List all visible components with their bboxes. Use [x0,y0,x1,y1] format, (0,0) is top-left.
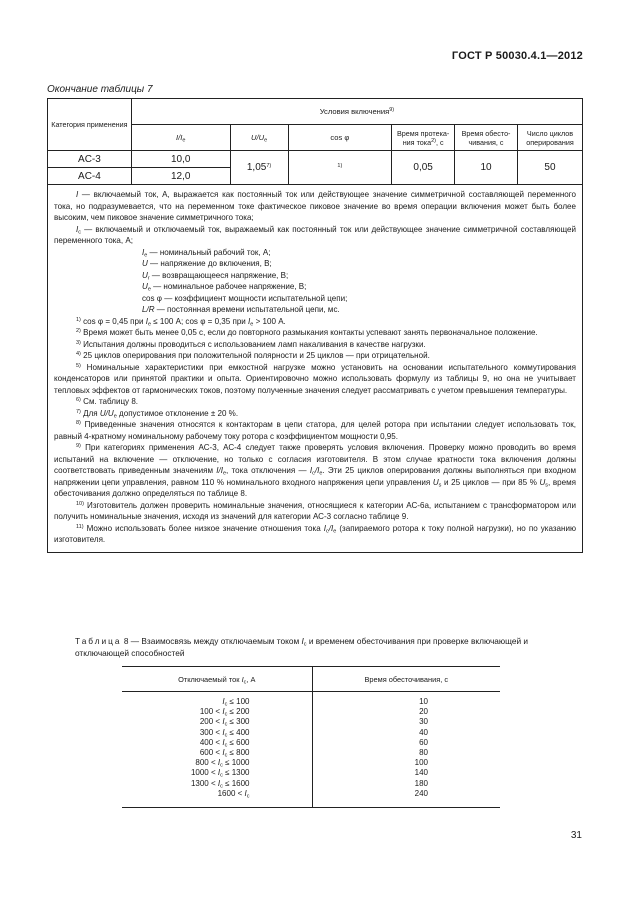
cell-current-range: $100 < I_c \le 200$ [122,707,312,717]
table-row [48,151,583,168]
footnote: $^{7)}$ Для $U/U_e$ допустимое отклонение ± 20 %. [76,408,239,419]
cell-current-range: $200 < I_c \le 300$ [122,717,312,727]
table-row [122,707,500,717]
cell-current-range: $800 < I_c \le 1000$ [122,758,312,768]
cell-dead-value: 10 [455,151,518,185]
table-row [122,738,500,748]
note-line: $I_c$ — включаемый и отключаемый ток, выражаемый как постоянный ток или действующее значение симметричной составляющей переменного тока, А; [54,224,576,245]
cell-u-value: 1,05$^{7)}$ [230,151,288,185]
table8-caption: Таблица 8 — Взаимосвязь между отключаемым током $I_c$ и временем обесточивания при проверке включающей и отключающей способностей [75,636,529,658]
cell-time-value: 0,05 [392,151,455,185]
table-row [122,728,500,738]
table-row [122,758,500,768]
cell-dead-time: 40 [419,727,428,737]
cell-cycles-value: 50 [517,151,582,185]
table-row [122,717,500,727]
cell-category: AC-3 [48,151,132,168]
col-u-ratio: $U/U_е$ [230,125,288,151]
table7-continuation-title: Окончание таблицы 7 [47,84,153,95]
footnote: $^{9)}$ При категориях применения АС-3, АС-4 следует также проверять условия включения. Проверку можно проводить во время испытаний на включение — отключение, но только с согласия изготовителя. В этом случае кратности тока включения должны соответствовать приведенным значениям $I/I_e$, тока отключения — $I_c/I_e$. Эти 25 циклов оперирования должны выполняться при входном напряжении цепи управления, равном 110 % номинального входного напряжения цепи управления $U_s$ и 25 циклов — при 85 % $U_s$, время обесточивания должно определяться по таблице 8. [54,443,577,498]
table7-notes [48,185,583,553]
note-line: I — включаемый ток, А, выражается как постоянный ток или действующее значение симметричной составляющей переменного тока, но подразумевается, что на переменном токе фактическое пиковое значение во время операции включения может быть более высоким, чем пиковое значение симметричного тока; [54,190,576,222]
table-row [122,779,500,789]
col-time: Время протека-ния тока$^{2)}$, с [392,125,455,151]
cell-dead-time: 80 [419,748,428,758]
note-line: $U_r$ — возвращающееся напряжение, В; [142,270,289,281]
table-row [122,768,500,778]
footnote: $^{3)}$ Испытания должны проводиться с использованием ламп накаливания в качестве нагрузки. [76,339,426,349]
cell-dead-time: 60 [419,737,428,747]
footnote: $^{5)}$ Номинальные характеристики при емкостной нагрузке можно установить на основании испытательного коммутирования конденсаторов или принятой практики и опыта. Ориентировочно можно использовать формулу из таблицы 9, но она не учитывает тепловых эффектов от гармонических токов, поэтому полученные значения следует рассматривать с учетом превышения температуры. [54,362,576,395]
footnote: $^{11)}$ Можно использовать более низкое значение отношения тока $I_c/I_e$ (запираемого ротора к току полной нагрузки), но по указанию изготовителя. [54,523,576,544]
footnote: $^{4)}$ 25 циклов оперирования при положительной полярности и 25 циклов — при отрицательной. [76,351,430,360]
table-row [122,748,500,758]
table-row [122,692,500,708]
cell-cos-value: 1) [288,151,392,185]
cell-dead-time: 180 [414,778,428,788]
col-i-ratio: $I/I_е$ [131,125,230,151]
cell-i: 10,0 [131,151,230,168]
footnote: $^{1)}$ cos φ = 0,45 при $I_e \le 100$ А; cos φ = 0,35 при $I_e > 100$ А. [76,316,286,327]
cell-category: AC-4 [48,168,132,185]
cell-dead-time: 140 [414,768,428,778]
cell-dead-time: 20 [419,707,428,717]
col-dead-time: Время обесто-чивания, с [455,125,518,151]
cell-current-range: $1600 < I_c$ [122,789,312,808]
cell-dead-time: 10 [419,697,428,706]
table-7 [47,98,583,553]
col-cos: cos φ [288,125,392,151]
cell-current-range: $I_c \le 100$ [122,692,312,708]
table-row [122,789,500,808]
footnote: $^{6)}$ См. таблицу 8. [76,397,139,406]
page-number: 31 [570,830,582,841]
cell-current-range: $600 < I_c \le 800$ [122,748,312,758]
note-line: $U_e$ — номинальное рабочее напряжение, В; [142,282,307,293]
cell-i: 12,0 [131,168,230,185]
standard-code: ГОСТ Р 50030.4.1—2012 [451,50,583,62]
cell-dead-time: 240 [312,789,500,808]
footnote: $^{8)}$ Приведенные значения относятся к контакторам в цепи статора, для целей ротора при испытании следует использовать ток, равный 4-кратному номинальному рабочему току ротора с коэффициентом мощности 0,95. [54,420,576,441]
cell-current-range: $1300 < I_c \le 1600$ [122,779,312,789]
cell-dead-time: 30 [419,717,428,727]
conditions-header: Условия включения$^{9)}$ [131,99,582,125]
table8-body [122,692,500,808]
note-line: U — напряжение до включения, В; [142,259,272,268]
cell-dead-time: 100 [414,758,428,768]
category-header: Категория применения [48,99,132,151]
footnote: $^{10)}$ Изготовитель должен проверить номинальные значения, относящиеся к категории АС-6а, испытанием с трансформатором или получить номинальные значения, исходя из значений для категории АС-3 согласно таблице 9. [54,500,576,521]
cell-current-range: $400 < I_c \le 600$ [122,738,312,748]
cell-current-range: $300 < I_c \le 400$ [122,728,312,738]
footnote: $^{2)}$ Время может быть менее 0,05 с, если до повторного размыкания контакты успевают занять первоначальное положение. [76,328,538,337]
note-line: L/R — постоянная времени испытательной цепи, мс. [142,305,340,314]
col-cycles: Число циклов оперирования [517,125,582,151]
cell-current-range: $1000 < I_c \le 1300$ [122,768,312,778]
note-line: $I_e$ — номинальный рабочий ток, А; [142,247,271,258]
table-8 [122,666,500,808]
col-current-header: Отключаемый ток $I_c$, А [122,667,312,692]
col-dead-time-header: Время обесточивания, с [312,667,500,692]
note-line: cos φ — коэффициент мощности испытательной цепи; [142,293,348,303]
